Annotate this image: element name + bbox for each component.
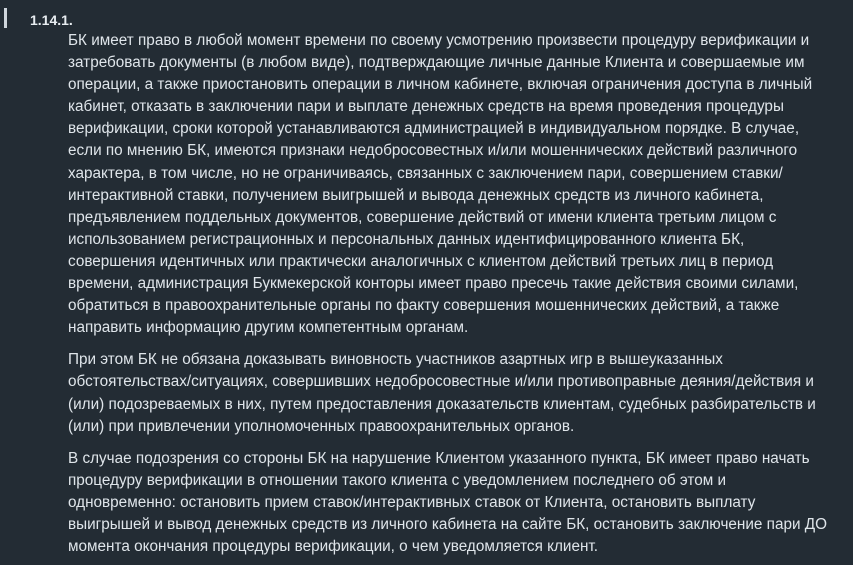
paragraph-burden-of-proof: При этом БК не обязана доказывать виновность участников азартных игр в вышеуказанных обстоятельствах/ситуациях, совершивших недобросовестные и/или противоправные деяния/действия и (или) подозреваемых в них, путем предоставления доказательств клиентам, судебных разбирательств и (или) при привлечении уполномоченных правоохранительных органов. (68, 351, 816, 435)
rules-section (30, 10, 835, 565)
section-number: 1.14.1. (30, 12, 73, 28)
section-marker (4, 8, 7, 28)
paragraph-suspicion-procedure: В случае подозрения со стороны БК на нарушение Клиентом указанного пункта, БК имеет право начать процедуру верификации в отношении такого клиента с уведомлением последнего об этом и одновременно: остановить прием ставок/интерактивных ставок от Клиента, остановить выплату выигрышей и вывод денежных средств из личного кабинета на сайте БК, остановить заключение пари ДО момента окончания процедуры верификации, о чем уведомляется клиент. (68, 449, 828, 556)
paragraph-verification-rights: БК имеет право в любой момент времени по своему усмотрению произвести процедуру верификации и затребовать документы (в любом виде), подтверждающие личные данные Клиента и совершаемые им операции, а также приостановить операции в личном кабинете, включая ограничения доступа в личный кабинет, отказать в заключении пари и выплате денежных средств на время проведения процедуры верификации, сроки которой устанавливаются администрацией в индивидуальном порядке. В случае, если по мнению БК, имеются признаки недобросовестных и/или мошеннических действий различного характера, в том числе, но не ограничиваясь, связанных с заключением пари, совершением ставки/интерактивной ставки, получением выигрышей и вывода денежных средств из личного кабинета, предъявлением поддельных документов, совершение действий от имени клиента третьим лицом с использованием регистрационных и персональных данных идентифицированного клиента БК, совершения идентичных или практически аналогичных с клиентом действий третьих лиц в период времени, администрация Букмекерской конторы имеет право пресечь такие действия своими силами, обратиться в правоохранительные органы по факту совершения мошеннических действий, а также направить информацию другим компетентным органам. (68, 32, 813, 337)
